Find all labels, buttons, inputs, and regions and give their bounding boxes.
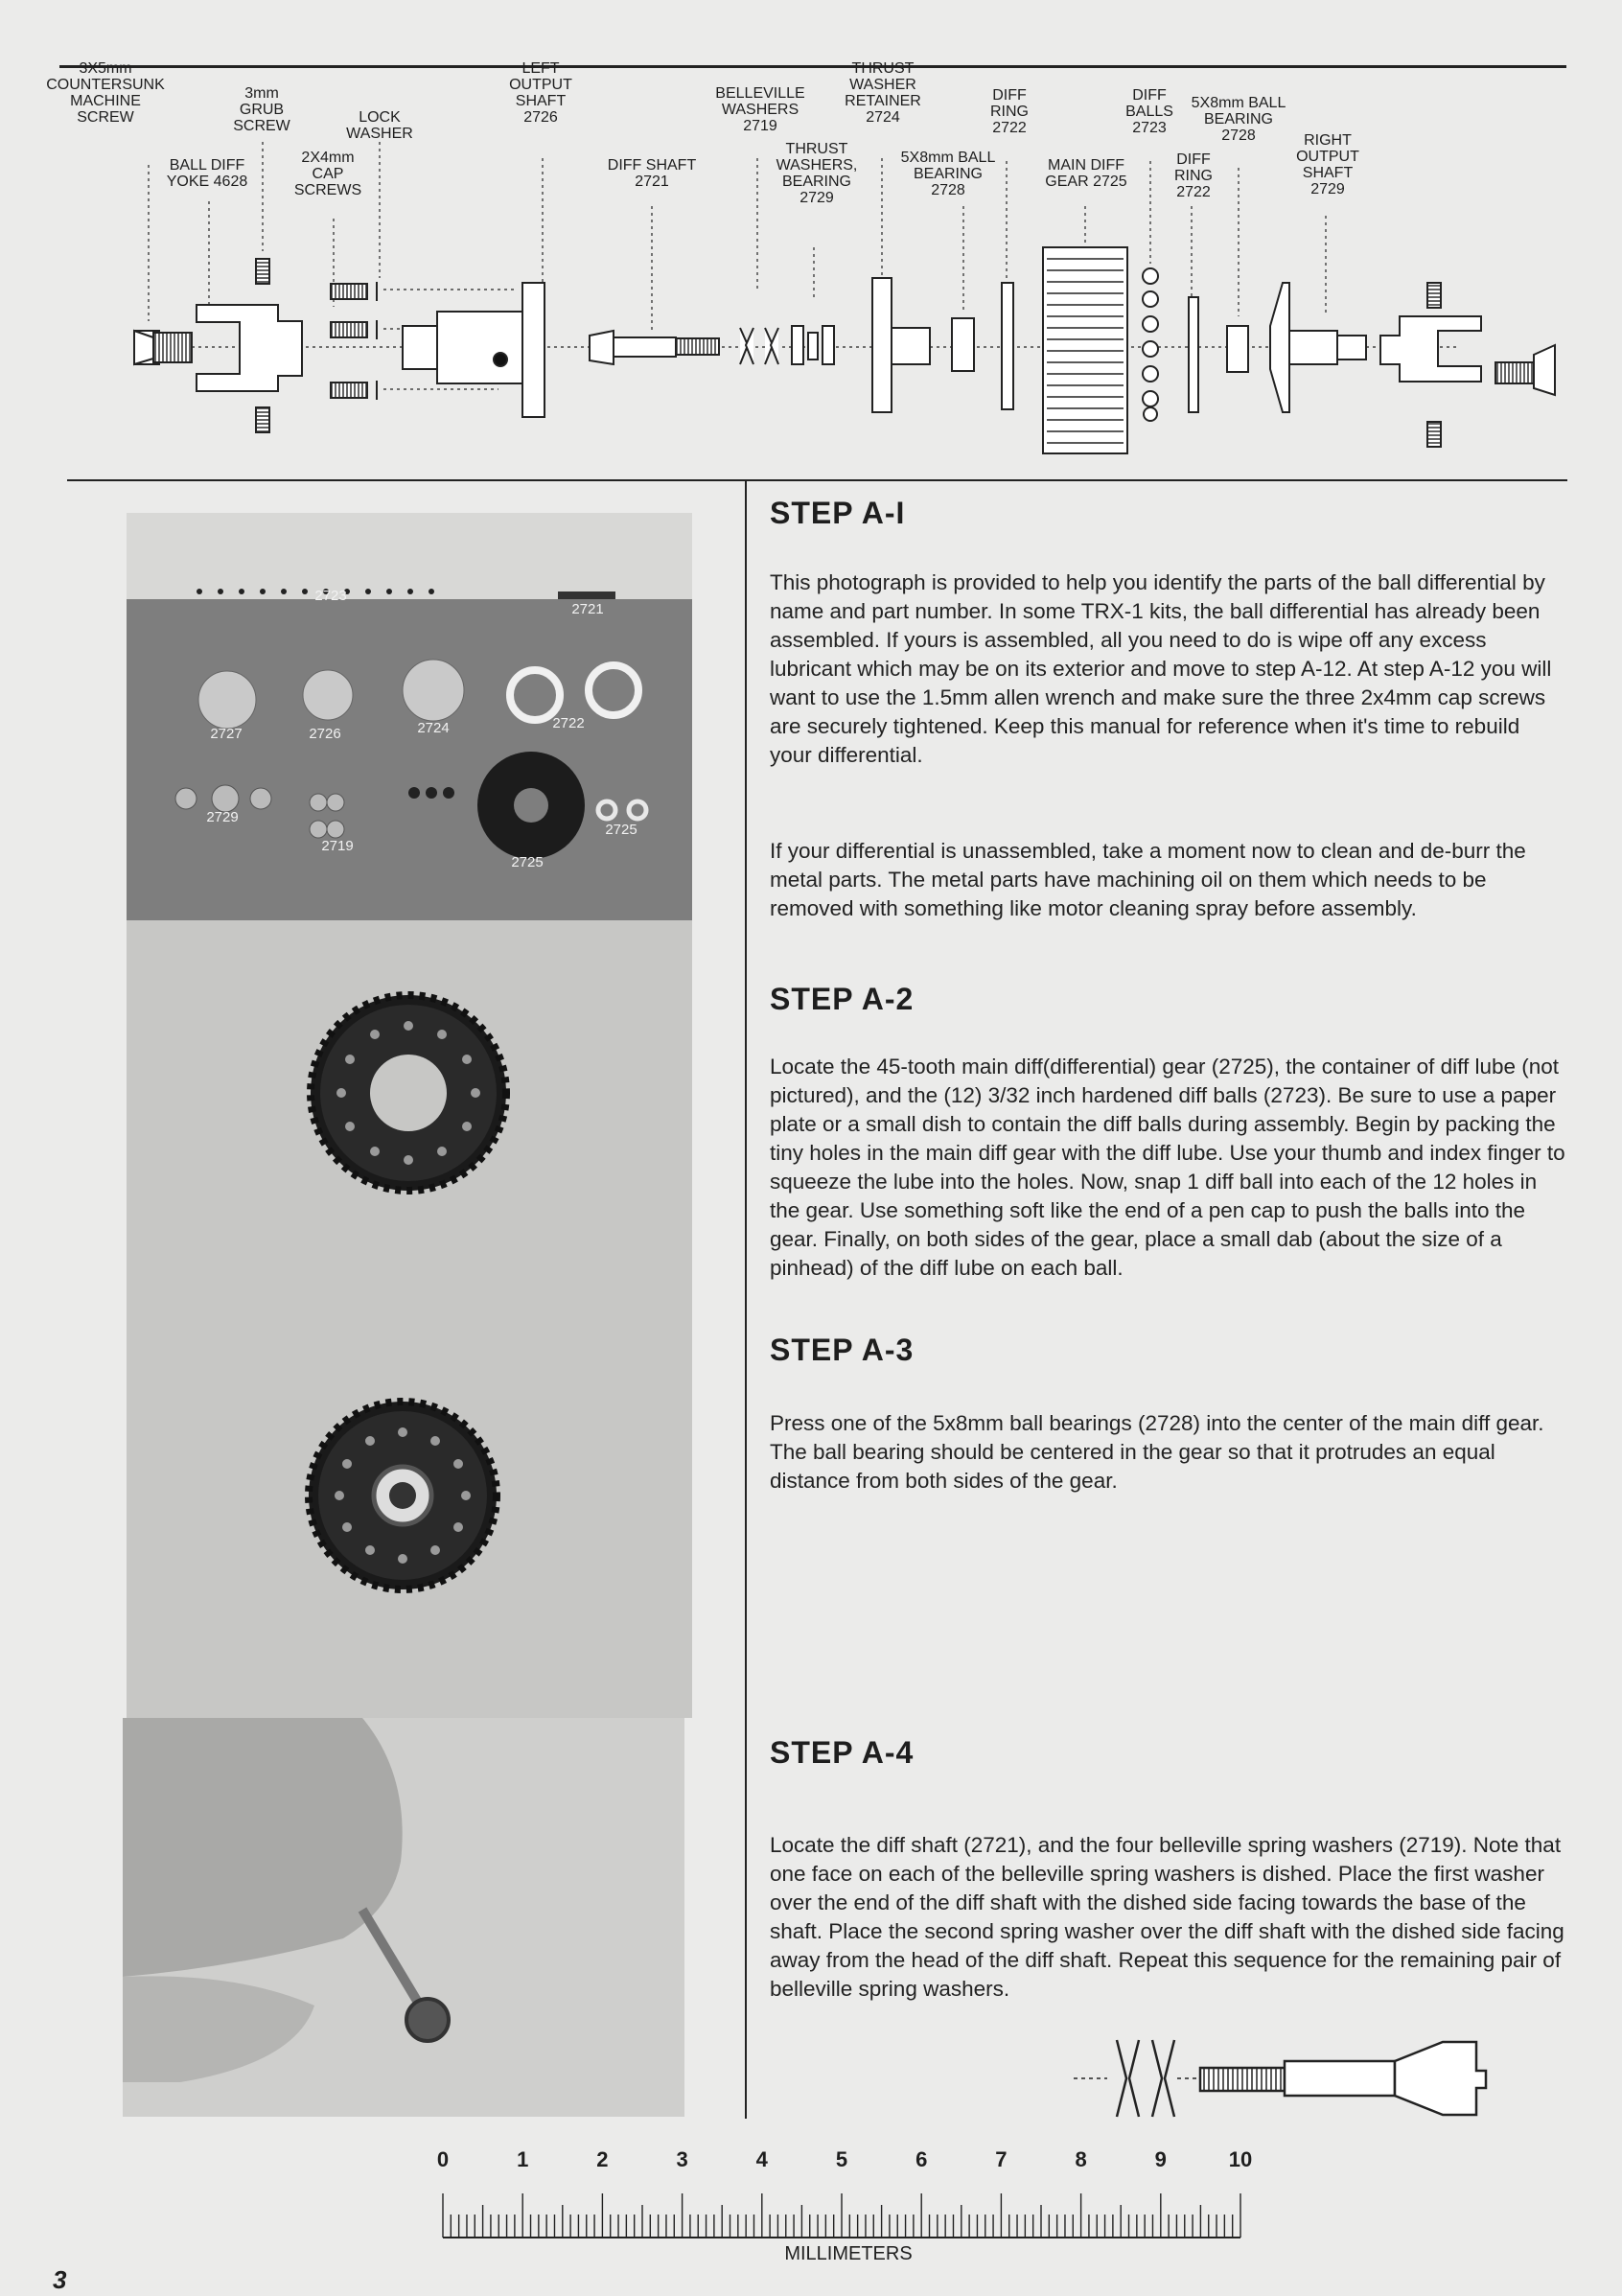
part-label: 5X8mm BALL BEARING 2728 bbox=[900, 149, 996, 198]
part-label: THRUST WASHERS, BEARING 2729 bbox=[776, 141, 858, 206]
ruler-unit-label: MILLIMETERS bbox=[784, 2243, 913, 2264]
photo-part-number: 2727 bbox=[210, 726, 243, 742]
part-label: LEFT OUTPUT SHAFT 2726 bbox=[509, 60, 572, 126]
part-label: DIFF SHAFT 2721 bbox=[607, 157, 697, 190]
part-label: DIFF BALLS 2723 bbox=[1125, 86, 1173, 136]
photo-part-number: 2723 bbox=[314, 588, 347, 604]
step-a2-title: STEP A-2 bbox=[770, 982, 915, 1016]
part-label: 2X4mm CAP SCREWS bbox=[293, 149, 362, 198]
ruler-number: 6 bbox=[915, 2147, 928, 2171]
ruler-number: 5 bbox=[835, 2147, 848, 2171]
photo-part-number: 2724 bbox=[417, 720, 450, 736]
part-label: RIGHT OUTPUT SHAFT 2729 bbox=[1296, 132, 1359, 197]
photo-part-number: 2725 bbox=[605, 822, 637, 838]
photo-part-number: 2729 bbox=[206, 809, 239, 825]
photo-part-number: 2726 bbox=[309, 726, 341, 742]
hand-photo-step-a4 bbox=[123, 1718, 684, 2117]
step-a4-diagram bbox=[1064, 2023, 1543, 2128]
part-label: LOCK WASHER bbox=[346, 109, 413, 142]
ruler-number: 1 bbox=[517, 2147, 529, 2171]
column-divider bbox=[745, 481, 747, 2119]
step-a1-title: STEP A-I bbox=[770, 496, 906, 530]
ruler-number: 7 bbox=[995, 2147, 1008, 2171]
ruler-number: 8 bbox=[1075, 2147, 1087, 2171]
section-divider bbox=[67, 479, 1567, 481]
gear-photo-step-a3 bbox=[127, 1315, 692, 1718]
ruler-number: 4 bbox=[755, 2147, 768, 2171]
part-label: 5X8mm BALL BEARING 2728 bbox=[1191, 94, 1286, 144]
step-a3-paragraph: Press one of the 5x8mm ball bearings (2728) into the center of the main diff gear. The ball bearing should be centered in the gear so that it protrudes an equal distance from both sides of the gear. bbox=[770, 1411, 1544, 1493]
photo-part-number: 2721 bbox=[571, 601, 604, 617]
part-label: MAIN DIFF GEAR 2725 bbox=[1045, 157, 1127, 190]
ruler-number: 3 bbox=[676, 2147, 688, 2171]
part-label: BELLEVILLE WASHERS 2719 bbox=[715, 84, 805, 134]
ruler-number: 2 bbox=[596, 2147, 609, 2171]
part-label: BALL DIFF YOKE 4628 bbox=[166, 157, 248, 190]
exploded-view-diagram bbox=[0, 0, 1622, 479]
step-a1-paragraph-2: If your differential is unassembled, take a moment now to clean and de-burr the metal parts. The metal parts have machining oil on them which needs to be removed with something like motor cleaning spray before assembly. bbox=[770, 839, 1526, 920]
photo-part-number: 2725 bbox=[511, 854, 544, 870]
photo-part-number: 2719 bbox=[321, 838, 354, 854]
step-a2-paragraph: Locate the 45-tooth main diff(differential) gear (2725), the container of diff lube (not pictured), and the (12) 3/32 inch hardened diff balls (2723). Be sure to use a paper plate or a small dish to contain the diff balls during assembly. Begin by packing the tiny holes in the main diff gear with the diff lube. Use your thumb and index finger to squeeze the lube into the holes. Now, snap 1 diff ball into each of the 12 holes in the gear. Use something soft like the end of a pen cap to push the balls into the gear. Finally, on both sides of the gear, place a small dab (about the size of a pinhead) of the diff lube on each ball. bbox=[770, 1055, 1565, 1280]
gear-photo-step-a2 bbox=[127, 920, 692, 1315]
ruler-number: 9 bbox=[1154, 2147, 1167, 2171]
step-a4-title: STEP A-4 bbox=[770, 1735, 915, 1770]
part-label: DIFF RING 2722 bbox=[990, 86, 1029, 136]
step-a3-title: STEP A-3 bbox=[770, 1333, 915, 1367]
millimeter-ruler bbox=[436, 2176, 1251, 2248]
step-a1-paragraph-1: This photograph is provided to help you identify the parts of the ball differential by name and part number. In some TRX-1 kits, the ball differential has already been assembled. If yours is assembled, all you need to do is wipe off any excess lubricant which may be on its exterior and move to step A-12. At step A-12 you will want to use the 1.5mm allen wrench and make sure the three 2x4mm cap screws are securely tightened. Keep this manual for reference when it's time to rebuild your differential. bbox=[770, 570, 1552, 767]
part-label: THRUST WASHER RETAINER 2724 bbox=[845, 60, 921, 126]
part-label: 3mm GRUB SCREW bbox=[233, 84, 290, 134]
page-number: 3 bbox=[53, 2265, 67, 2294]
ruler-number: 0 bbox=[436, 2147, 450, 2171]
parts-photo bbox=[127, 513, 692, 920]
ruler-number: 10 bbox=[1228, 2147, 1253, 2171]
part-label: 3X5mm COUNTERSUNK MACHINE SCREW bbox=[46, 60, 165, 126]
photo-part-number: 2722 bbox=[552, 715, 585, 731]
step-a4-paragraph: Locate the diff shaft (2721), and the four belleville spring washers (2719). Note that one face on each of the belleville spring washers is dished. Place the first washer over the end of the diff shaft with the dished side facing towards the base of the shaft. Place the second spring washer over the diff shaft with the dished side facing away from the head of the diff shaft. Repeat this sequence for the remaining pair of belleville spring washers. bbox=[770, 1833, 1564, 2001]
part-label: DIFF RING 2722 bbox=[1174, 151, 1213, 200]
